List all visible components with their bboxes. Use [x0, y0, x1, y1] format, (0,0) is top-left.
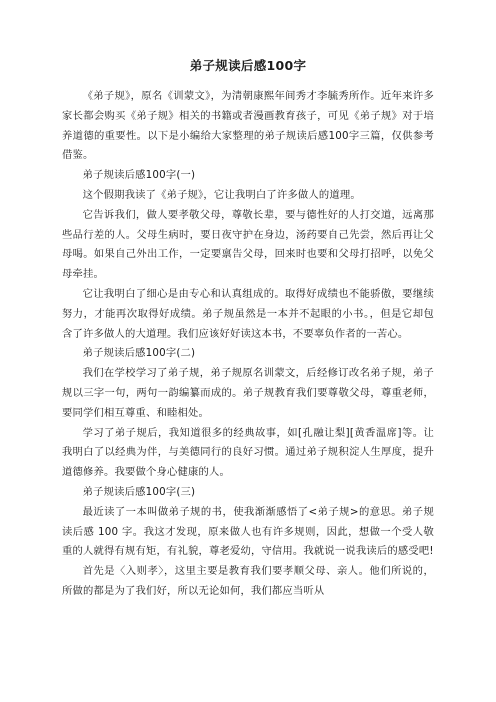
section-heading-1: 弟子规读后感100字(一) — [82, 169, 196, 182]
section-1-paragraph-2: 它告诉我们，做人要孝敬父母，尊敬长辈，要与德性好的人打交道，远离那些品行差的人。父母生病时，要日夜守护在身边，汤药要自己先尝，然后再让父母喝。如果自己外出工作，一定要禀告父母，回来时也要和父母打招呼，以免父母牵挂。 — [62, 208, 434, 281]
document-page — [62, 56, 434, 602]
section-3-paragraph-1: 最近读了一本叫做弟子规的书，使我渐渐感悟了<弟子规>的意思。弟子规读后感 100 字。我这才发现，原来做人也有许多规则，因此，想做一个受人敬重的人就得有规有矩，有礼貌，尊老爱幼，守信用。我就说一说我读后的感受吧! — [62, 505, 434, 558]
section-2-paragraph-2: 学习了弟子规后，我知道很多的经典故事，如[孔融让梨][黄香温席]等。让我明白了以经典为伴，与美德同行的良好习惯。通过弟子规积淀人生厚度，提升道德修养。我要做个身心健康的人。 — [62, 426, 434, 479]
document-title: 弟子规读后感100字 — [189, 58, 307, 73]
intro-paragraph: 《弟子规》，原名《训蒙文》，为清朝康熙年间秀才李毓秀所作。近年来许多家长都会购买《弟子规》相关的书籍或者漫画教育孩子，可见《弟子规》对于培养道德的重要性。以下是小编给大家整理的弟子规读后感100字三篇，仅供参考借鉴。 — [62, 90, 434, 162]
section-1-paragraph-3: 它让我明白了细心是由专心和认真组成的。取得好成绩也不能骄傲，要继续努力，才能再次取得好成绩。弟子规虽然是一本并不起眼的小书。，但是它却包含了许多做人的大道理。我们应该好好读这本书，不要辜负作者的一苦心。 — [62, 287, 434, 340]
section-heading-3: 弟子规读后感100字(三) — [82, 485, 196, 498]
section-3-paragraph-2: 首先是〈入则孝〉，这里主要是教育我们要孝顺父母、亲人。他们所说的，所做的都是为了我们好，所以无论如何，我们都应当听从 — [62, 565, 434, 597]
section-2-paragraph-1: 我们在学校学习了弟子规，弟子规原名训蒙文，后经修订改名弟子规，弟子规以三字一句，两句一韵编纂而成的。弟子规教育我们要尊敬父母，尊重老师，要同学们相互尊重、和睦相处。 — [62, 367, 434, 419]
section-1-paragraph-1: 这个假期我读了《弟子规》，它让我明白了许多做人的道理。 — [82, 188, 361, 201]
section-heading-2: 弟子规读后感100字(二) — [82, 347, 196, 360]
